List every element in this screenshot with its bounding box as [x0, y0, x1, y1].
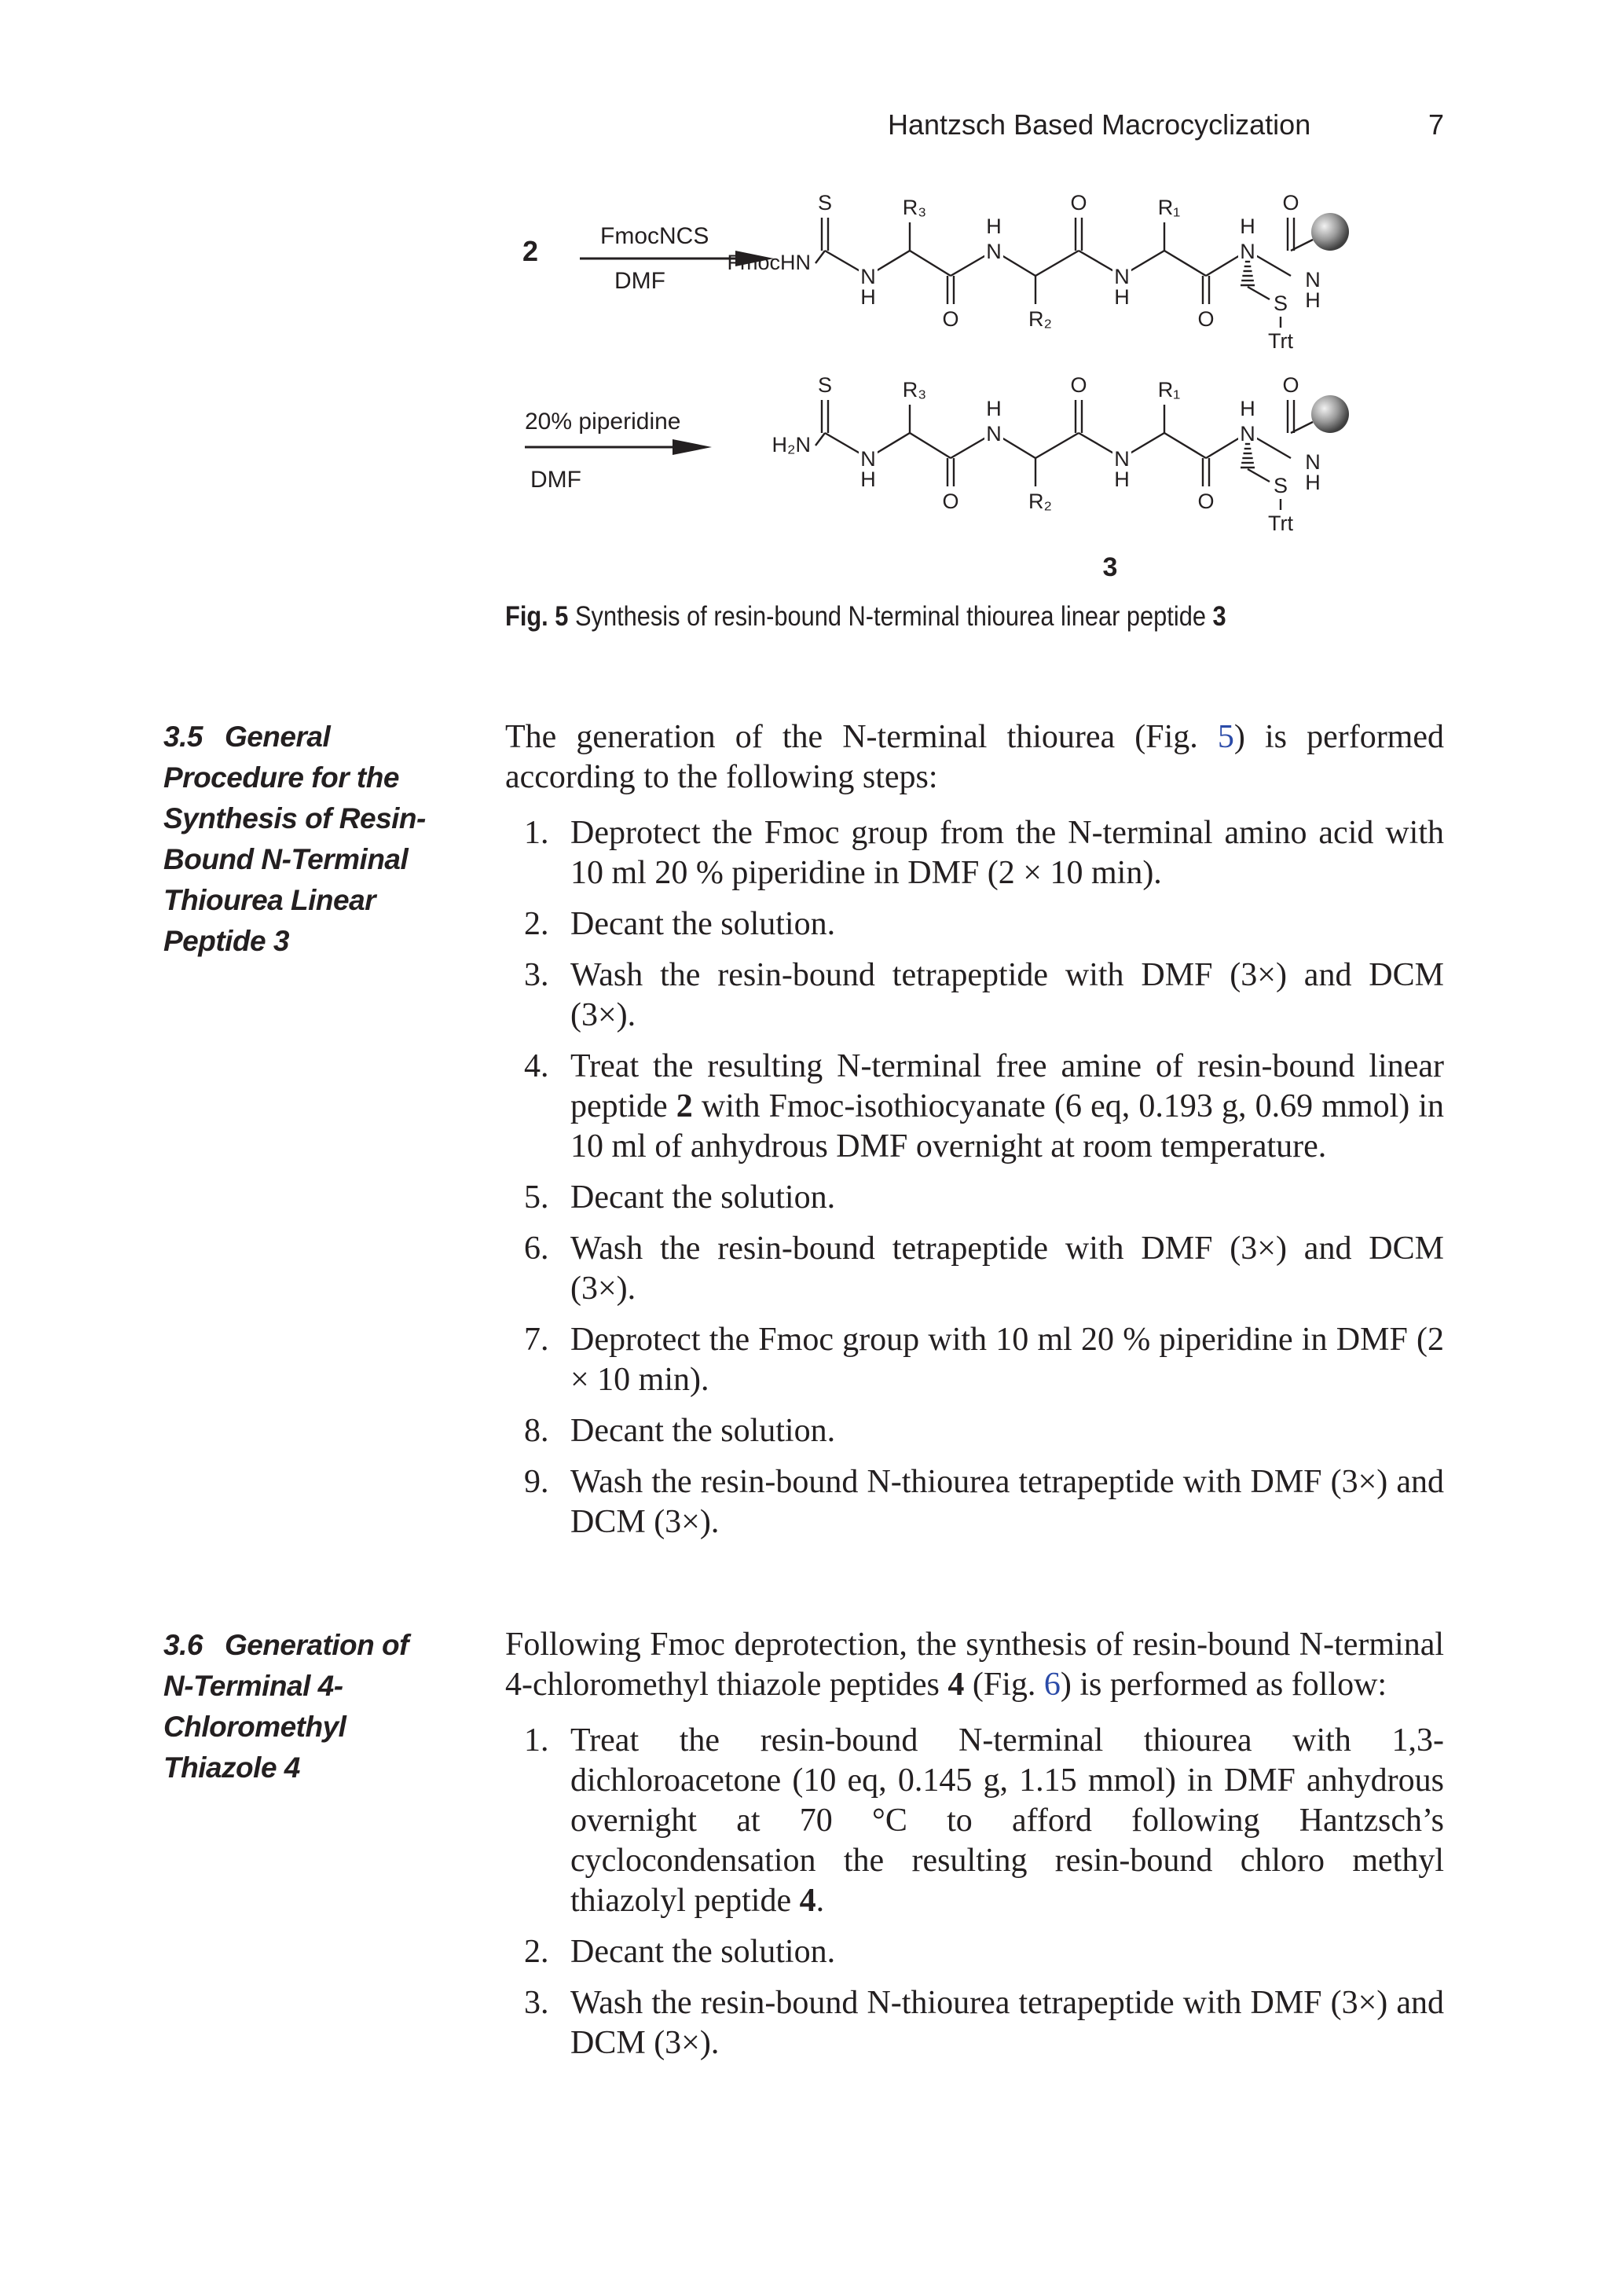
- procedure-step: [505, 1047, 1444, 1167]
- step-number: 4.: [524, 1048, 549, 1084]
- step-text: Wash the resin-bound N-thiourea tetrapeptide with DMF (3×) and DCM (3×).: [570, 1464, 1444, 1540]
- reaction-scheme: [503, 181, 1477, 589]
- atom-label: Trt: [1268, 329, 1293, 353]
- step-text: .: [815, 1883, 825, 1919]
- section-number: 3.6: [163, 1629, 203, 1661]
- page-number: 7: [1428, 108, 1445, 141]
- step2-solvent: DMF: [530, 467, 581, 493]
- intro-text: The generation of the N-terminal thiourea (Fig.: [505, 719, 1218, 755]
- figure-link[interactable]: 5: [1217, 719, 1234, 755]
- step1-solvent: DMF: [614, 268, 665, 294]
- atom-label: H₂N: [772, 433, 811, 457]
- step-text: Wash the resin-bound tetrapeptide with DMF (3×) and DCM (3×).: [570, 957, 1444, 1033]
- product-compound-label: 3: [1102, 552, 1118, 582]
- fmoc-thiourea-peptide-structure: [728, 191, 1350, 353]
- atom-label: H: [860, 468, 876, 491]
- figure-caption-text: Synthesis of resin-bound N-terminal thiourea linear peptide: [575, 601, 1206, 632]
- atom-label: R₂: [1028, 490, 1052, 513]
- atom-label: S: [817, 191, 833, 215]
- step-text: Decant the solution.: [570, 1413, 836, 1449]
- bond-line: [1164, 251, 1206, 276]
- procedure-step: [505, 1721, 1444, 1921]
- step-text: Wash the resin-bound N-thiourea tetrapeptide with DMF (3×) and DCM (3×).: [570, 1985, 1444, 2061]
- atom-label: O: [942, 490, 959, 513]
- atom-label: H: [1305, 288, 1321, 312]
- bond-line: [1248, 469, 1270, 482]
- atom-label: R₃: [902, 196, 927, 219]
- procedure-step: [505, 813, 1444, 893]
- section-heading-3-5: [163, 717, 431, 962]
- procedure-step: [505, 1178, 1444, 1218]
- atom-label: H: [1305, 471, 1321, 494]
- step-number: 9.: [524, 1464, 549, 1500]
- atom-label: N: [1114, 265, 1130, 288]
- atom-label: R₁: [1157, 378, 1181, 402]
- step-text: Treat the resulting N-terminal free amine of resin-bound linear peptide: [570, 1048, 1444, 1124]
- figure-caption: [505, 601, 1226, 633]
- step-number: 5.: [524, 1179, 549, 1216]
- atom-label: O: [942, 307, 959, 331]
- bond-line: [1164, 433, 1206, 458]
- step-text: with Fmoc-isothiocyanate (6 eq, 0.193 g, 0.69 mmol) in 10 ml of anhydrous DMF overnight at room temperature.: [570, 1088, 1445, 1165]
- step1-reagent: FmocNCS: [600, 223, 709, 249]
- atom-label: N: [1305, 450, 1321, 474]
- step-number: 1.: [524, 815, 549, 851]
- step-number: 8.: [524, 1413, 549, 1449]
- bond-line: [1248, 287, 1270, 299]
- reaction-arrow: [525, 439, 712, 455]
- atom-label: O: [1070, 191, 1087, 215]
- atom-label: S: [1273, 292, 1288, 315]
- atom-label: N: [986, 240, 1002, 263]
- atom-label: H: [986, 215, 1002, 238]
- thiourea-peptide-structure: [772, 373, 1349, 535]
- procedure-step: [505, 1932, 1444, 1972]
- procedure-step: [505, 1320, 1444, 1400]
- section-intro: [505, 1625, 1444, 1705]
- atom-label: H: [1114, 285, 1130, 309]
- start-compound-label: 2: [522, 235, 539, 267]
- step-number: 2.: [524, 906, 549, 942]
- section-title: Generation of N-Terminal 4-Chloromethyl Thiazole 4: [163, 1629, 409, 1784]
- atom-label: R₂: [1028, 307, 1052, 331]
- intro-text: (Fig.: [964, 1667, 1044, 1703]
- step-number: 1.: [524, 1722, 549, 1759]
- procedure-steps: [505, 813, 1444, 1542]
- step-number: 6.: [524, 1231, 549, 1267]
- procedure-step: [505, 904, 1444, 944]
- atom-label: O: [1282, 191, 1299, 215]
- bond-line: [815, 251, 825, 263]
- step-text: Treat the resin-bound N-terminal thiourea with 1,3-dichloroacetone (10 eq, 0.145 g, 1.15 mmol) in DMF anhydrous overnight at 70 °C to afford following Hantzsch’s cyclocondensation the resulting resin-bound chloro methyl thiazolyl peptide: [570, 1722, 1444, 1919]
- section-title: General Procedure for the Synthesis of Resin-Bound N-Terminal Thiourea Linear Peptide 3: [163, 721, 426, 957]
- figure-caption-compound: 3: [1212, 601, 1226, 632]
- figure-link[interactable]: 6: [1043, 1667, 1061, 1703]
- intro-text: ) is performed according to the following steps:: [505, 719, 1444, 795]
- atom-label: O: [1282, 373, 1299, 397]
- atom-label: N: [860, 447, 876, 471]
- step-number: 2.: [524, 1934, 549, 1970]
- atom-label: N: [986, 422, 1002, 446]
- procedure-step: [505, 955, 1444, 1036]
- step-number: 7.: [524, 1322, 549, 1358]
- bond-line: [910, 433, 951, 458]
- bond-line: [1035, 433, 1079, 458]
- step-number: 3.: [524, 957, 549, 993]
- intro-text: Following Fmoc deprotection, the synthesis of resin-bound N-terminal 4-chloromethyl thiazole peptides: [505, 1627, 1444, 1703]
- procedure-step: [505, 1983, 1444, 2063]
- procedure-step: [505, 1229, 1444, 1309]
- atom-label: R₃: [902, 378, 927, 402]
- running-header: [0, 108, 1609, 148]
- step-text: Deprotect the Fmoc group with 10 ml 20 % piperidine in DMF (2 × 10 min).: [570, 1322, 1444, 1398]
- resin-bead-icon: [1311, 395, 1349, 433]
- section-heading-3-6: [163, 1625, 431, 1788]
- section-body-3-6: [505, 1625, 1444, 2074]
- procedure-step: [505, 1411, 1444, 1451]
- step-number: 3.: [524, 1985, 549, 2021]
- compound-number: 2: [676, 1088, 693, 1124]
- atom-label: R₁: [1157, 196, 1181, 219]
- section-number: 3.5: [163, 721, 203, 753]
- step-text: Wash the resin-bound tetrapeptide with DMF (3×) and DCM (3×).: [570, 1231, 1444, 1307]
- section-body-3-5: [505, 717, 1444, 1553]
- step-text: Decant the solution.: [570, 1179, 836, 1216]
- step-text: Decant the solution.: [570, 1934, 836, 1970]
- atom-label: S: [817, 373, 833, 397]
- running-title: Hantzsch Based Macrocyclization: [888, 108, 1311, 141]
- bond-line: [910, 251, 951, 276]
- atom-label: N: [860, 265, 876, 288]
- atom-label: N: [1240, 422, 1255, 446]
- procedure-steps: [505, 1721, 1444, 2063]
- intro-text: ) is performed as follow:: [1060, 1667, 1387, 1703]
- atom-label: H: [986, 397, 1002, 420]
- compound-number: 4: [947, 1667, 965, 1703]
- step-text: Decant the solution.: [570, 906, 836, 942]
- atom-label: O: [1070, 373, 1087, 397]
- figure-caption-label: Fig. 5: [505, 601, 569, 632]
- section-intro: [505, 717, 1444, 798]
- bond-line: [1035, 251, 1079, 276]
- atom-label: H: [1114, 468, 1130, 491]
- scheme-step-2: [525, 409, 712, 493]
- resin-bead-icon: [1311, 213, 1349, 251]
- atom-label: H: [1240, 397, 1255, 420]
- procedure-step: [505, 1462, 1444, 1542]
- atom-label: S: [1273, 474, 1288, 497]
- atom-label: O: [1197, 307, 1215, 331]
- atom-label: FmocHN: [727, 251, 811, 274]
- atom-label: N: [1305, 268, 1321, 292]
- compound-number: 4: [799, 1883, 816, 1919]
- step2-reagent: 20% piperidine: [525, 409, 681, 435]
- atom-label: H: [1240, 215, 1255, 238]
- bond-line: [815, 433, 825, 446]
- atom-label: Trt: [1268, 512, 1293, 535]
- step-text: Deprotect the Fmoc group from the N-terminal amino acid with 10 ml 20 % piperidine in DMF (2 × 10 min).: [570, 815, 1444, 891]
- atom-label: N: [1240, 240, 1255, 263]
- atom-label: N: [1114, 447, 1130, 471]
- atom-label: H: [860, 285, 876, 309]
- atom-label: O: [1197, 490, 1215, 513]
